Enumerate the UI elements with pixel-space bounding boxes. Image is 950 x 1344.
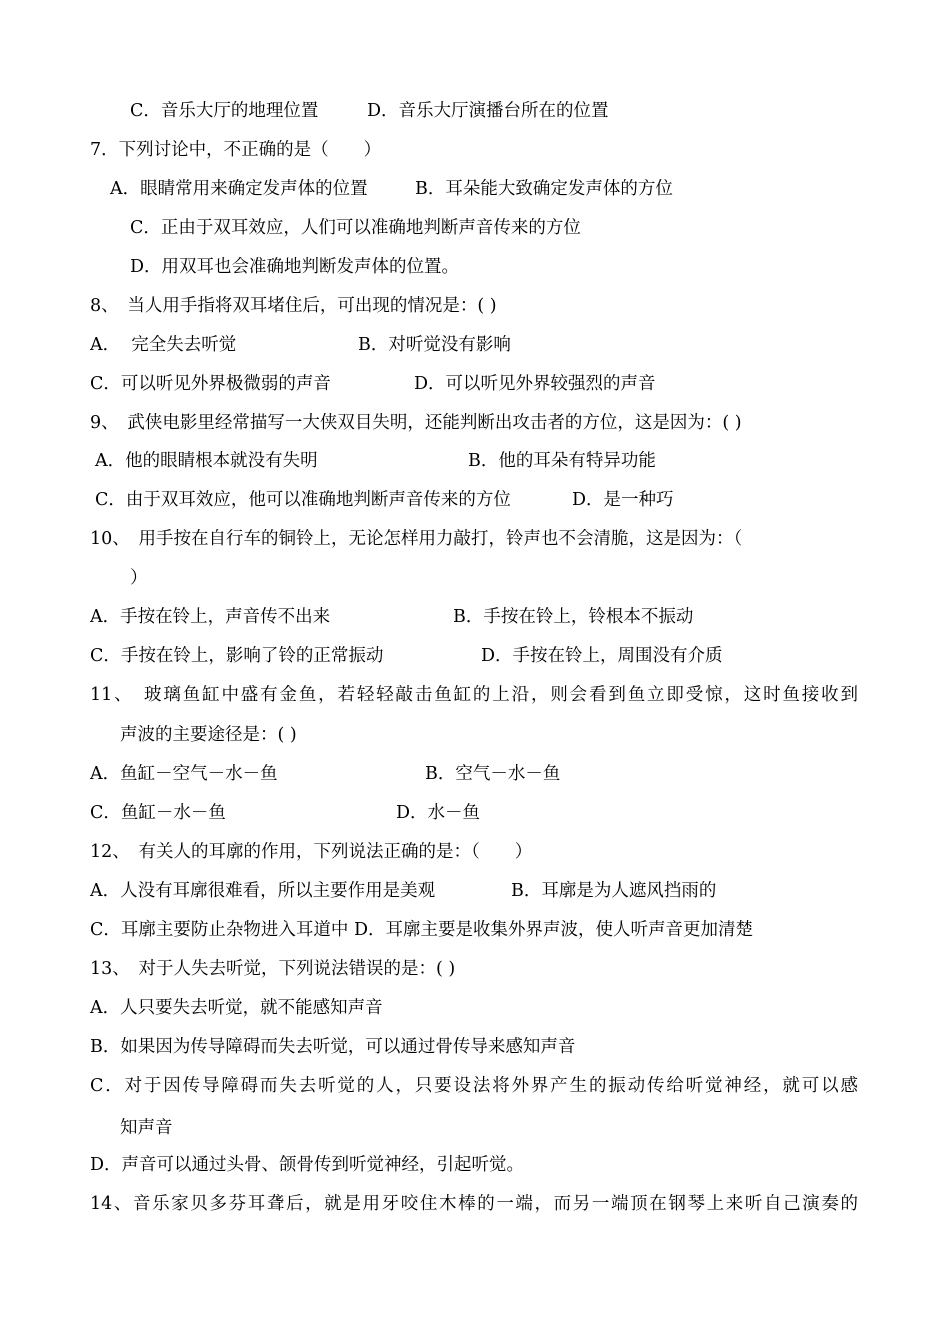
q10-option-c: C．手按在铃上，影响了铃的正常振动	[90, 646, 384, 666]
q9-option-c: C．由于双耳效应，他可以准确地判断声音传来的方位	[95, 490, 511, 510]
q9-option-b: B．他的耳朵有特异功能	[468, 451, 656, 471]
q6-option-d: D．音乐大厅演播台所在的位置	[367, 101, 609, 121]
q10-option-a: A．手按在铃上，声音传不出来	[90, 607, 331, 627]
q7-option-b: B．耳朵能大致确定发声体的方位	[415, 179, 673, 199]
q6-option-c: C．音乐大厅的地理位置	[130, 101, 319, 121]
q13-option-c: C．对于因传导障碍而失去听觉的人，只要设法将外界产生的振动传给听觉神经，就可以感	[90, 1076, 858, 1096]
q11-option-d: D．水－鱼	[396, 803, 481, 823]
q12-options-c-d: C．耳廓主要防止杂物进入耳道中 D．耳廓主要是收集外界声波，使人听声音更加清楚	[90, 920, 753, 940]
q11-option-c: C．鱼缸－水－鱼	[90, 803, 226, 823]
q13-option-a: A．人只要失去听觉，就不能感知声音	[90, 998, 383, 1018]
q8-option-b: B．对听觉没有影响	[358, 335, 511, 355]
q7-stem: 7．下列讨论中，不正确的是（ ）	[90, 140, 382, 160]
q8-stem: 8、 当人用手指将双耳堵住后，可出现的情况是：( )	[90, 296, 497, 316]
q8-option-a: A． 完全失去听觉	[90, 335, 237, 355]
q12-stem: 12、 有关人的耳廓的作用，下列说法正确的是：（ ）	[90, 842, 533, 862]
q9-option-d: D．是一种巧	[572, 490, 674, 510]
q8-option-c: C．可以听见外界极微弱的声音	[90, 374, 331, 394]
q10-option-b: B．手按在铃上，铃根本不振动	[453, 607, 694, 627]
q7-option-c: C．正由于双耳效应，人们可以准确地判断声音传来的方位	[130, 218, 581, 238]
q9-stem: 9、 武侠电影里经常描写一大侠双目失明，还能判断出攻击者的方位，这是因为：( )	[90, 413, 742, 433]
q11-stem: 11、 玻璃鱼缸中盛有金鱼，若轻轻敲击鱼缸的上沿，则会看到鱼立即受惊，这时鱼接收到	[90, 685, 858, 705]
q13-option-d: D．声音可以通过头骨、颌骨传到听觉神经，引起听觉。	[90, 1155, 525, 1175]
q13-option-b: B．如果因为传导障碍而失去听觉，可以通过骨传导来感知声音	[90, 1037, 576, 1057]
q12-option-b: B．耳廓是为人遮风挡雨的	[511, 881, 717, 901]
q7-option-a: A．眼睛常用来确定发声体的位置	[110, 179, 368, 199]
q12-option-a: A．人没有耳廓很难看，所以主要作用是美观	[90, 881, 436, 901]
q11-stem-continued: 声波的主要途径是：( )	[120, 725, 297, 745]
q7-option-d: D．用双耳也会准确地判断发声体的位置。	[130, 257, 460, 277]
q11-option-b: B．空气－水－鱼	[425, 764, 561, 784]
q14-stem: 14、音乐家贝多芬耳聋后，就是用牙咬住木棒的一端，而另一端顶在钢琴上来听自己演奏的	[90, 1194, 858, 1214]
q8-option-d: D．可以听见外界较强烈的声音	[414, 374, 656, 394]
q10-stem: 10、 用手按在自行车的铜铃上，无论怎样用力敲打，铃声也不会清脆，这是因为：（	[90, 529, 743, 549]
q10-stem-continued: ）	[130, 568, 148, 588]
q11-option-a: A．鱼缸－空气－水－鱼	[90, 764, 278, 784]
q13-stem: 13、 对于人失去听觉，下列说法错误的是：( )	[90, 959, 456, 979]
q10-option-d: D．手按在铃上，周围没有介质	[481, 646, 723, 666]
q13-option-c-continued: 知声音	[120, 1118, 173, 1138]
q9-option-a: A．他的眼睛根本就没有失明	[95, 451, 318, 471]
